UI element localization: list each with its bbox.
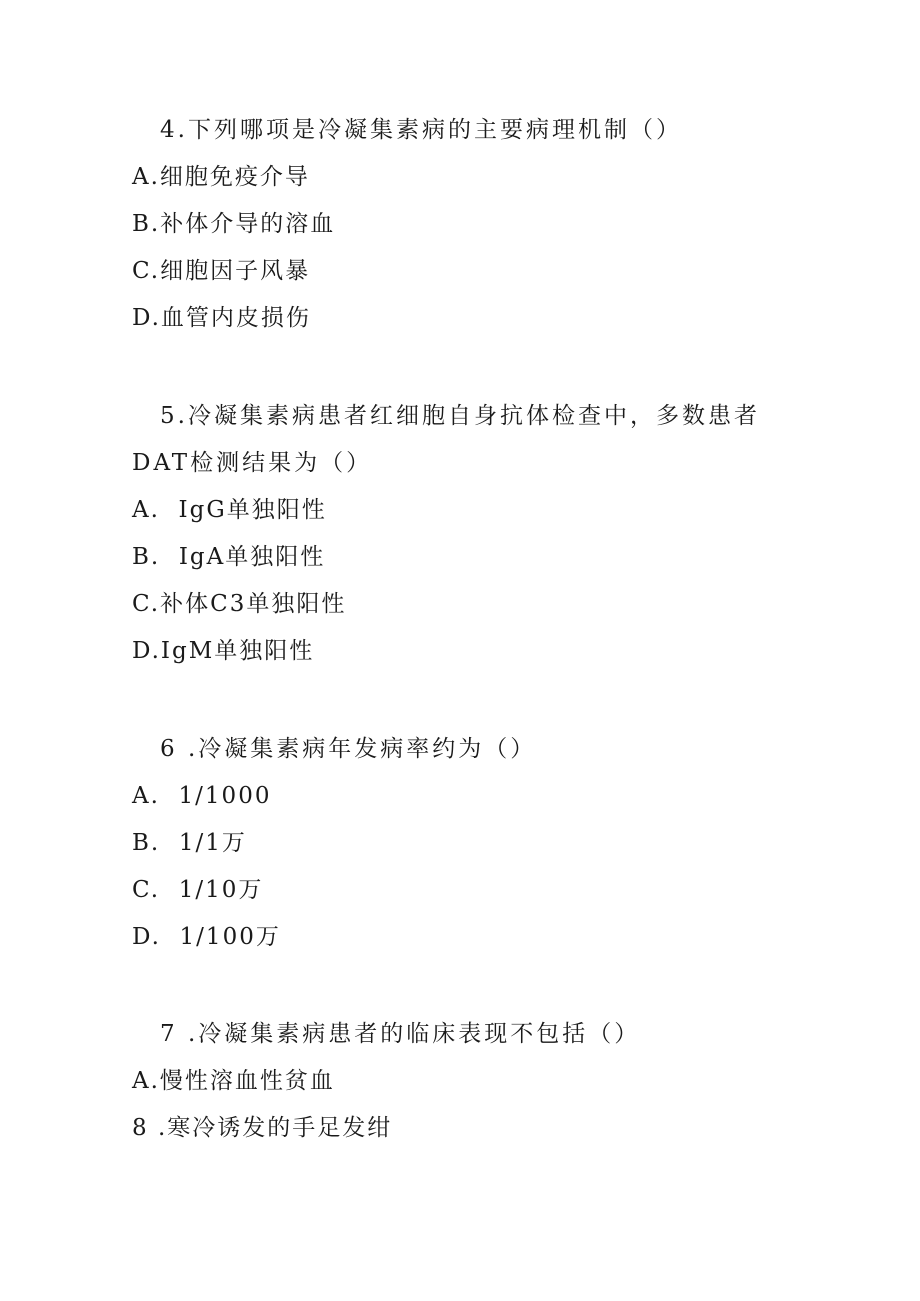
option-b: B. IgA单独阳性 [132,544,326,570]
option-c: C.补体C3单独阳性 [132,591,347,617]
question-6 [0,726,920,961]
option-a: A. 1/1000 [132,783,272,809]
question-7 [0,1011,920,1152]
option-a: A.细胞免疫介导 [132,164,310,190]
option-d: D. 1/100万 [132,924,281,950]
option-b: B. 1/1万 [132,830,247,856]
question-4 [0,107,920,342]
question-8-stem: 8 .寒冷诱发的手足发绀 [132,1115,393,1141]
option-d: D.血管内皮损伤 [132,305,311,331]
option-d: D.IgM单独阳性 [132,638,315,664]
option-b: B.补体介导的溶血 [132,211,336,237]
question-stem: 4.下列哪项是冷凝集素病的主要病理机制（） [160,117,682,143]
question-stem: 5.冷凝集素病患者红细胞自身抗体检查中，多数患者DAT检测结果为（） [132,403,760,476]
option-c: C. 1/10万 [132,877,264,903]
option-a: A. IgG单独阳性 [132,497,327,523]
option-c: C.细胞因子风暴 [132,258,311,284]
question-stem: 7 .冷凝集素病患者的临床表现不包括（） [160,1021,641,1047]
question-5 [0,393,920,675]
option-a: A.慢性溶血性贫血 [132,1068,335,1094]
question-stem: 6 .冷凝集素病年发病率约为（） [160,736,537,762]
